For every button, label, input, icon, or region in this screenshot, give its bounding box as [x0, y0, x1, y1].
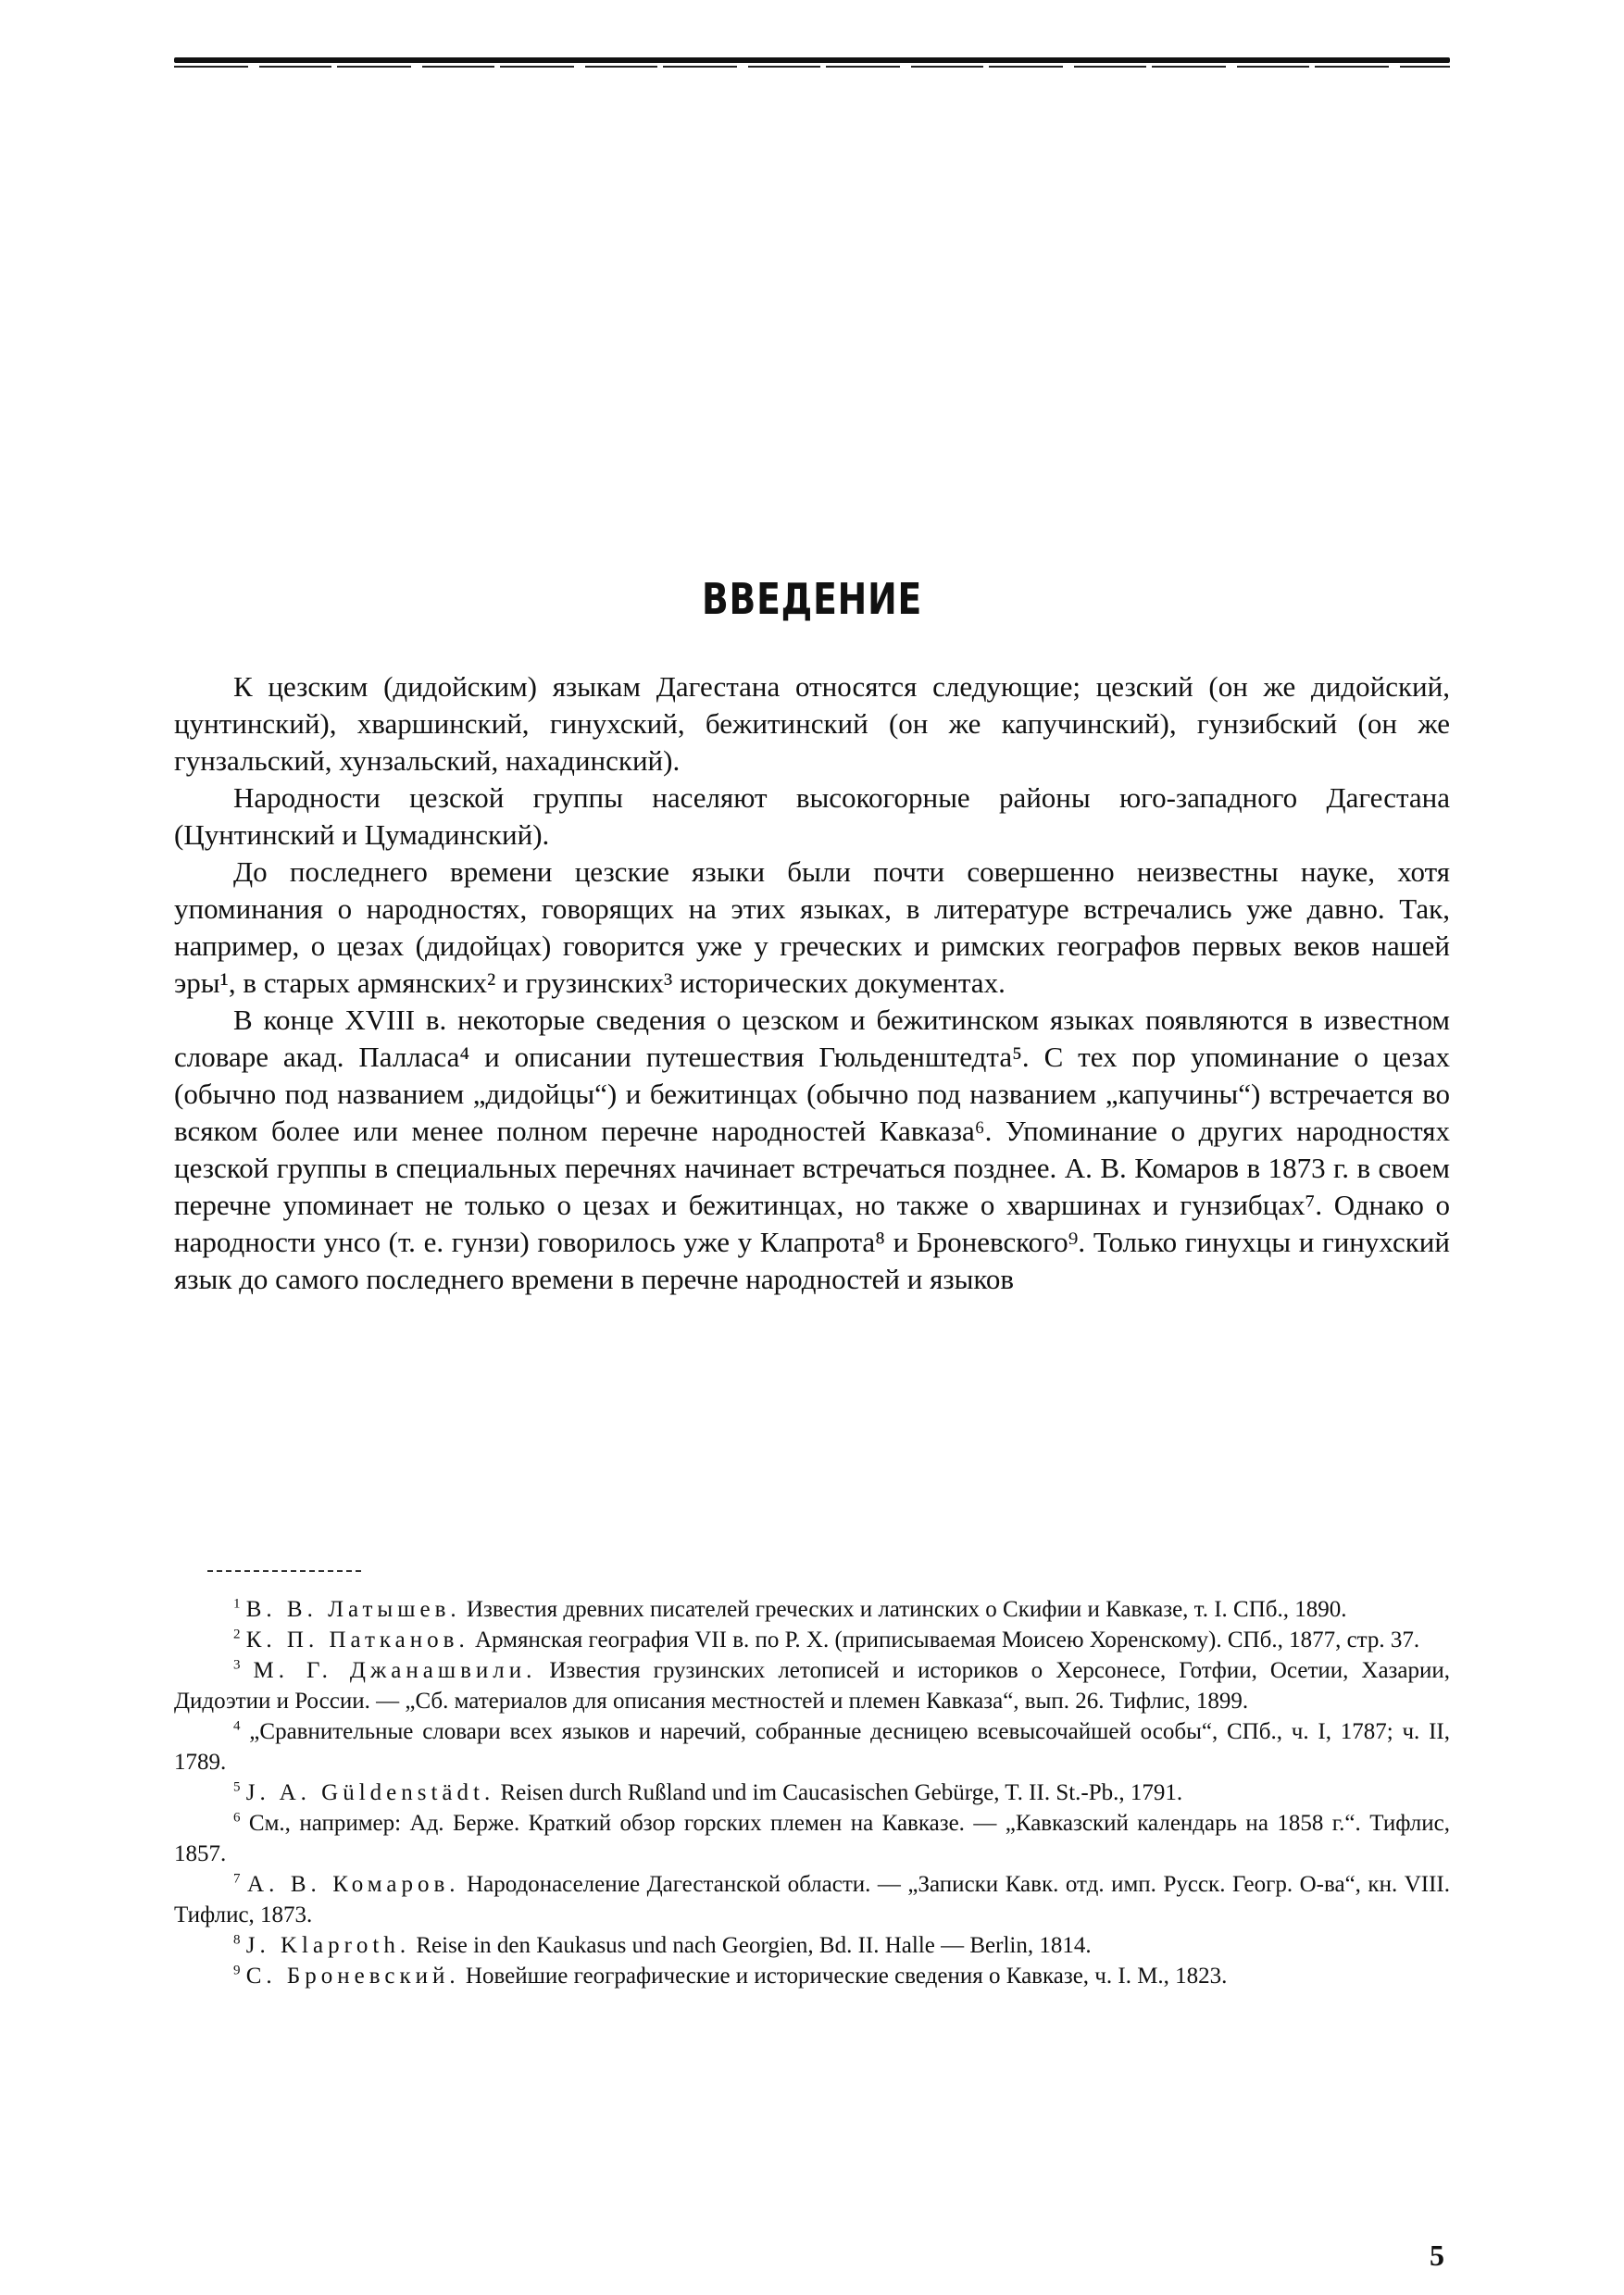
footnote-4 [174, 1716, 1450, 1777]
footnote-text: Новейшие географические и исторические сведения о Кавказе, ч. I. М., 1823. [465, 1964, 1228, 1989]
body-text [174, 668, 1450, 1298]
footnote-number: 3 [233, 1657, 241, 1673]
footnote-1 [174, 1594, 1450, 1625]
footnote-number: 4 [233, 1718, 241, 1734]
footnote-number: 8 [233, 1932, 241, 1948]
footnote-text: Народонаселение Дагестанской области. — „Записки Кавк. отд. имп. Русск. Геогр. О-ва“, кн. VIII. Тифлис, 1873. [174, 1872, 1450, 1927]
footnote-author: М. Г. Джанашвили. [253, 1658, 537, 1683]
footnote-5 [174, 1777, 1450, 1808]
footnote-text: „Сравнительные словари всех языков и наречий, собранные десницею всевысочайшей особы“, СПб., ч. I, 1787; ч. II, 1789. [174, 1719, 1450, 1775]
paragraph-2: Народности цезской группы населяют высокогорные районы юго-западного Дагестана (Цунтинский и Цумадинский). [174, 781, 1450, 851]
footnote-8 [174, 1930, 1450, 1961]
footnote-3 [174, 1655, 1450, 1716]
footnote-number: 5 [233, 1779, 241, 1795]
footnote-author: J. A. Güldenstädt. [245, 1780, 495, 1805]
footnotes [174, 1594, 1450, 1991]
footnote-text: Известия грузинских летописей и историков о Херсонесе, Готфии, Осетии, Хазарии, Дидоэтии и России. — „Сб. материалов для описания местностей и племен Кавказа“, вып. 26. Тифлис, 1899. [174, 1658, 1451, 1714]
page-title: ВВЕДЕНИЕ [701, 574, 923, 624]
footnote-author: С. Броневский. [245, 1964, 460, 1989]
paragraph-1: К цезским (дидойским) языкам Дагестана относятся следующие; цезский (он же дидойский, цунтинский), хваршинский, гинухский, бежитинский (он же капучинский), гунзибский (он же гунзальский, хунзальский, нахадинский). [174, 670, 1450, 777]
top-rule [174, 57, 1450, 63]
footnote-6 [174, 1808, 1450, 1869]
footnote-text: Армянская география VII в. по Р. Х. (приписываемая Моисею Хоренскому). СПб., 1877, стр. 37. [474, 1628, 1420, 1653]
footnote-number: 7 [233, 1871, 241, 1887]
footnote-number: 9 [233, 1963, 241, 1978]
footnote-author: J. Klaproth. [245, 1933, 411, 1958]
footnote-author: А. В. Комаров. [247, 1872, 460, 1897]
footnote-author: К. П. Патканов. [245, 1628, 469, 1653]
footnote-text: Reise in den Kaukasus und nach Georgien, Bd. II. Halle — Berlin, 1814. [416, 1933, 1092, 1958]
footnote-text: Reisen durch Rußland und im Caucasischen Gebürge, T. II. St.-Pb., 1791. [500, 1780, 1183, 1805]
footnote-number: 1 [233, 1596, 241, 1612]
footnote-separator [207, 1570, 361, 1572]
page-number: 5 [1430, 2239, 1444, 2272]
footnote-text: См., например: Ад. Берже. Краткий обзор горских племен на Кавказе. — „Кавказский календарь на 1858 г.“. Тифлис, 1857. [174, 1811, 1451, 1866]
top-rule-secondary [174, 66, 1450, 68]
footnote-2 [174, 1625, 1450, 1655]
footnote-number: 6 [233, 1810, 241, 1826]
footnote-number: 2 [233, 1627, 241, 1642]
footnote-9 [174, 1961, 1450, 1991]
footnote-7 [174, 1869, 1450, 1930]
paragraph-4: В конце XVIII в. некоторые сведения о цезском и бежитинском языках появляются в известном словаре акад. Палласа⁴ и описании путешествия Гюльденштедта⁵. С тех пор упоминание о цезах (обычно под названием „дидойцы“) и бежитинцах (обычно под названием „капучины“) встречается во всяком более или менее полном перечне народностей Кавказа⁶. Упоминание о других народностях цезской группы в специальных перечнях начинает встречаться позднее. А. В. Комаров в 1873 г. в своем перечне упоминает не только о цезах и бежитинцах, но также о хваршинах и гунзибцах⁷. Однако о народности унсо (т. е. гунзи) говорилось уже у Клапрота⁸ и Броневского⁹. Только гинухцы и гинухский язык до самого последнего времени в перечне народностей и языков [174, 1004, 1450, 1295]
footnote-text: Известия древних писателей греческих и латинских о Скифии и Кавказе, т. I. СПб., 1890. [466, 1597, 1347, 1622]
paragraph-3: До последнего времени цезские языки были почти совершенно неизвестны науке, хотя упоминания о народностях, говорящих на этих языках, в литературе встречались уже давно. Так, например, о цезах (дидойцах) говорится уже у греческих и римских географов первых веков нашей эры¹, в старых армянских² и грузинских³ исторических документах. [174, 855, 1450, 999]
footnote-author: В. В. Латышев. [245, 1597, 461, 1622]
